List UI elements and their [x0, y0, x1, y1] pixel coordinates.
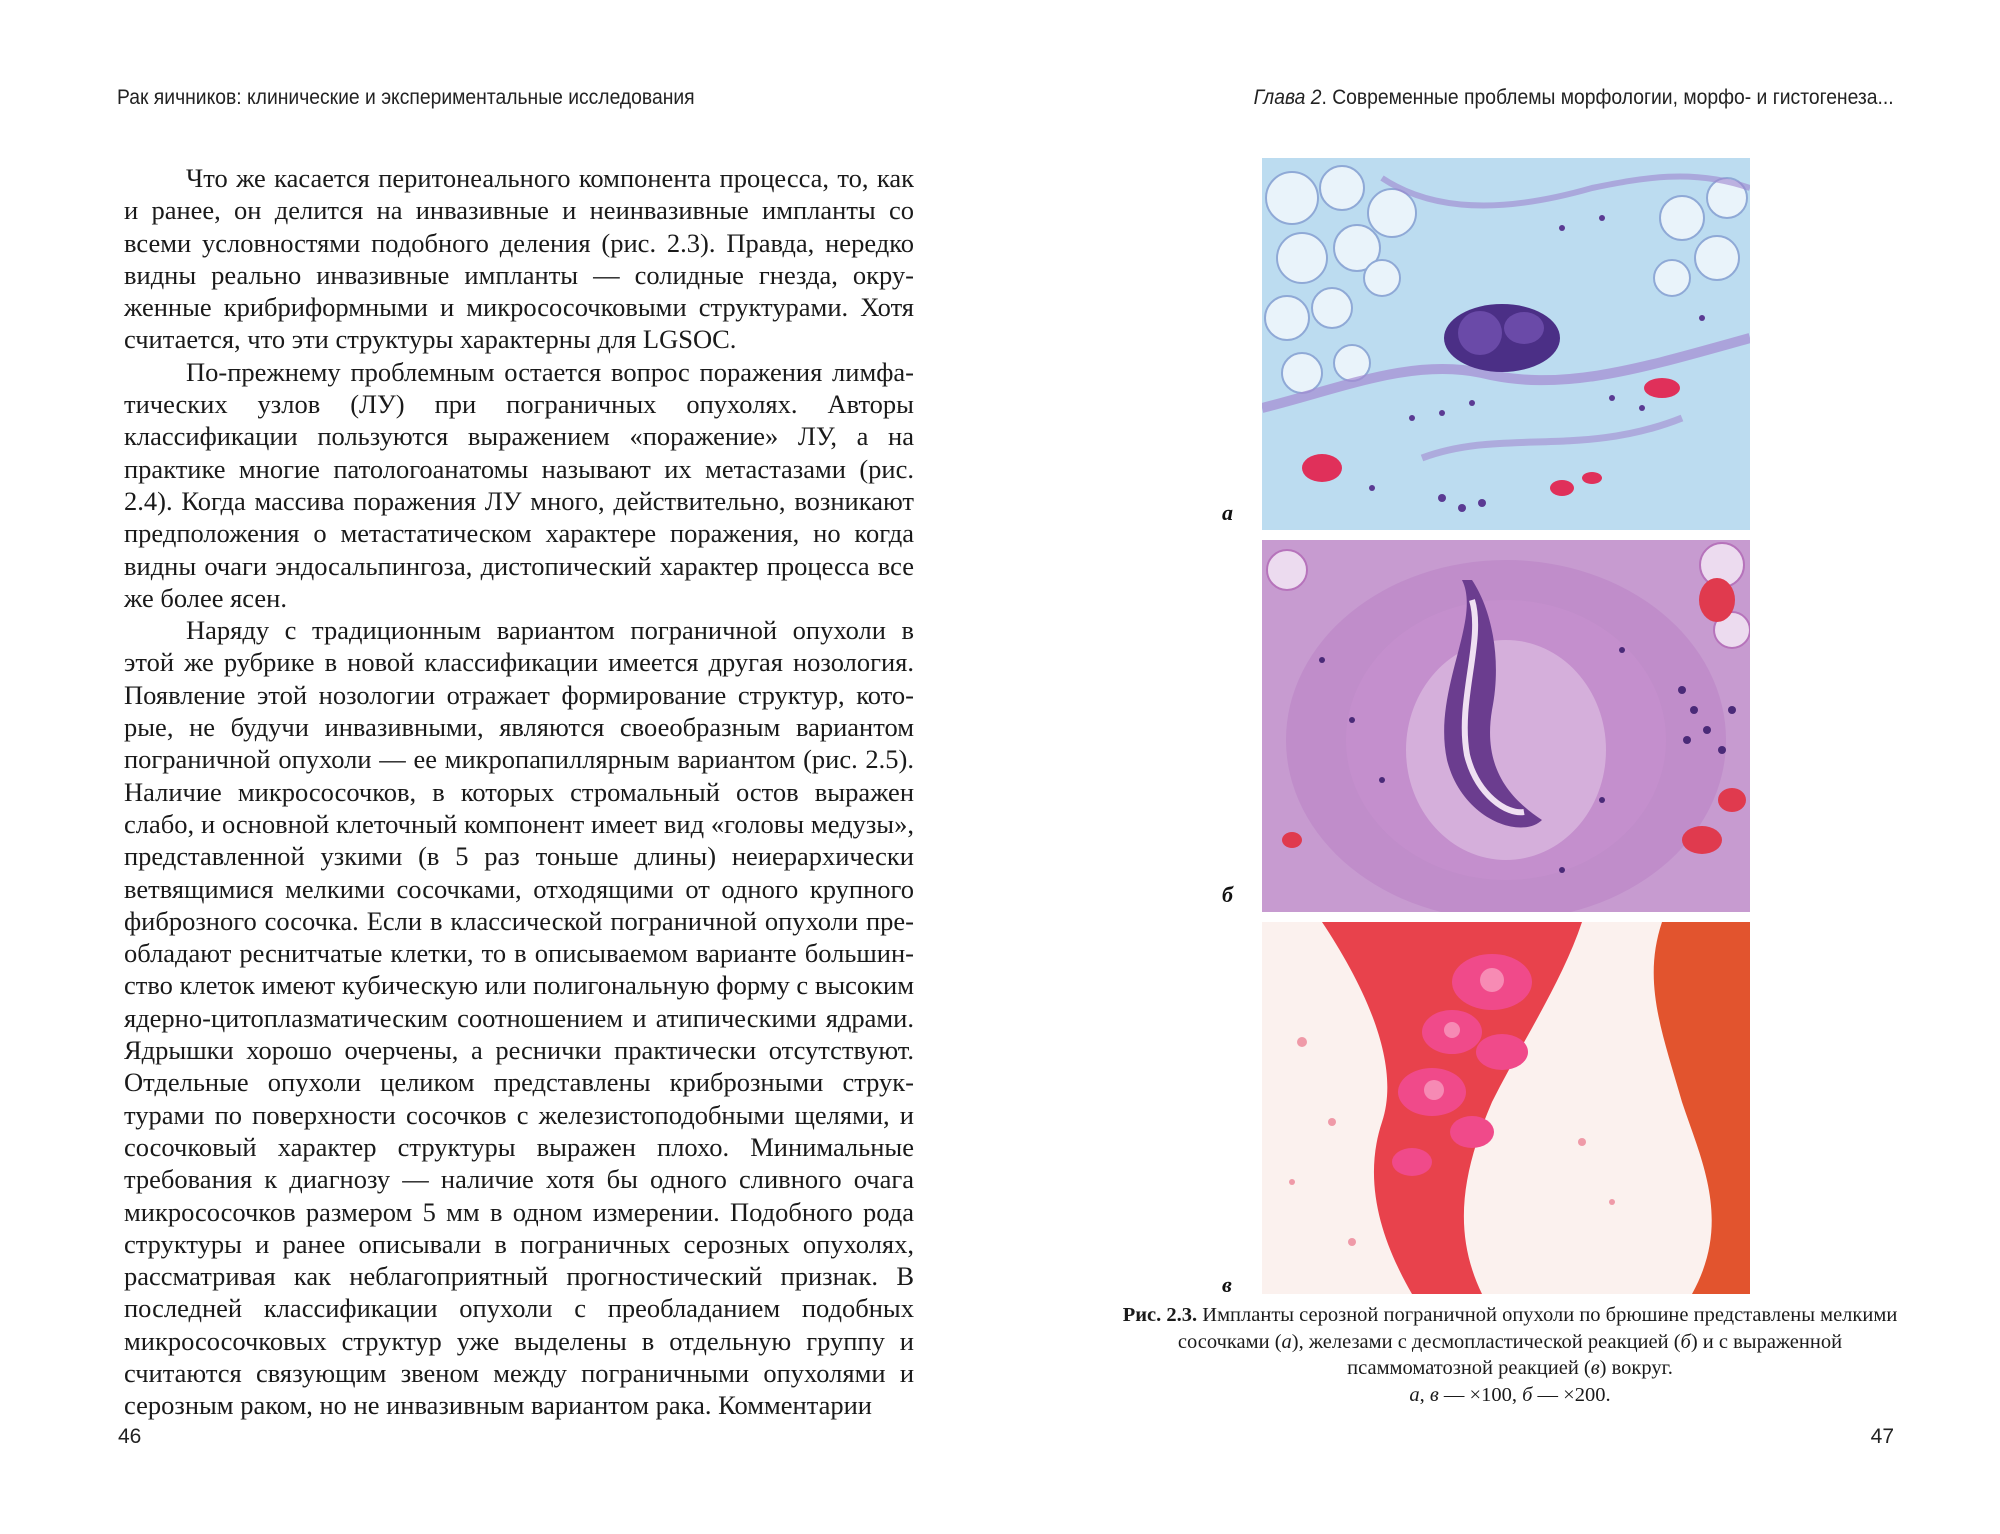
caption-text-4: ) вокруг. — [1599, 1357, 1673, 1379]
caption-ref-c: в — [1590, 1357, 1600, 1379]
caption-mag-mid: — ×100, — [1438, 1383, 1523, 1406]
caption-text-3: ) и с выраженной псаммоматозной реакцией ( — [1347, 1330, 1843, 1379]
micrograph-implant-he-icon — [1262, 158, 1750, 530]
page-number-left: 46 — [118, 1425, 142, 1448]
panel-label-b: б — [1222, 882, 1233, 907]
paragraph-1: Что же касается перитонеального компонента процесса, то, как и ранее, он делится на инвазивные и неинвазивные импланты со всеми условностями подобного деления (рис. 2.3). Правда, нередко видны реально инвазивные импланты — солидные гнезда, окруженные крибриформными и микрососочковыми структурами. Хотя считается, что эти структуры характерны для LGSOC. — [124, 163, 914, 355]
caption-mag-a: а — [1409, 1383, 1420, 1406]
panel-label-a: а — [1222, 500, 1233, 525]
running-head-chapter: Глава 2 — [1254, 86, 1322, 109]
paragraph-3: Наряду с традиционным вариантом пограничной опухоли в этой же рубрике в новой классификации имеется другая нозология. Появление этой нозологии отражает формирование структур, которые, не будучи инвазивными, являются своеобразным вариантом пограничной опухоли — ее микропапиллярным вариантом (рис. 2.5). Наличие микрососочков, в которых стромальный остов выражен слабо, и основной клеточный компонент имеет вид «головы медузы», представленной узкими (в 5 раз тоньше длины) неиерархически ветвящимися мелкими сосочками, отходящими от одного крупного фиброзного сосочка. Если в классической пограничной опухоли преобладают реснитчатые клетки, то в описываемом варианте большинство клеток имеют кубическую или полигональную форму с высоким ядерно-цитоплазматическим соотношением и атипическими ядрами. Ядрышки хорошо очерчены, а реснички практически отсутствуют. Отдельные опухоли целиком представлены криброзными структурами по поверхности сосочков с железистоподобными щелями, и сосочковый характер структуры выражен плохо. Минимальные требования к диагнозу — наличие хотя бы одного сливного очага микрососочков размером 5 мм в одном измерении. Подобного рода структуры и ранее описывали в пограничных серозных опухолях, рассматривая как неблагоприятный прогностический признак. В последней классификации опухоли с преобладанием подобных микрососочковых структур уже выделены в отдельную группу и считаются связующим звеном между пограничными опухолями и серозным раком, но не инвазивным вариантом рака. Комментарии — [124, 615, 914, 1421]
caption-mag-end: — ×200. — [1532, 1383, 1611, 1406]
micrograph-psammoma-icon — [1262, 922, 1750, 1294]
micrograph-desmoplastic-icon — [1262, 540, 1750, 912]
caption-mag-c: в — [1429, 1383, 1439, 1406]
running-head-title: . Современные проблемы морфологии, морфо- и гистогенеза... — [1321, 86, 1894, 109]
micrograph-panel-c — [1262, 922, 1750, 1294]
running-head-right — [1254, 86, 1894, 110]
body-text — [124, 162, 914, 1422]
caption-text-2: ), железами с десмопластической реакцией ( — [1291, 1330, 1681, 1353]
caption-mag-b: б — [1522, 1383, 1533, 1406]
caption-figure-label: Рис. 2.3. — [1122, 1304, 1198, 1326]
caption-text-1: Импланты серозной пограничной опухоли по брюшине представлены мелкими сосочками ( — [1177, 1304, 1898, 1353]
caption-ref-a: а — [1281, 1330, 1292, 1353]
running-head-left: Рак яичников: клинические и экспериментальные исследования — [117, 86, 695, 109]
micrograph-panel-a — [1262, 158, 1750, 530]
paragraph-2: По-прежнему проблемным остается вопрос поражения лимфатических узлов (ЛУ) при пограничных опухолях. Авторы классификации пользуются выражением «поражение» ЛУ, а на практике многие патологоанатомы называют их метастазами (рис. 2.4). Когда массива поражения ЛУ много, действительно, возникают предположения о метастатическом характере поражения, но когда видны очаги эндосальпингоза, дистопический характер процесса все же более ясен. — [124, 356, 914, 613]
caption-mag-sep: , — [1419, 1383, 1430, 1406]
figure-caption — [1118, 1302, 1902, 1408]
panel-label-c: в — [1222, 1272, 1232, 1297]
caption-ref-b: б — [1680, 1330, 1691, 1353]
page-number-right: 47 — [1870, 1425, 1894, 1448]
micrograph-panel-b — [1262, 540, 1750, 912]
